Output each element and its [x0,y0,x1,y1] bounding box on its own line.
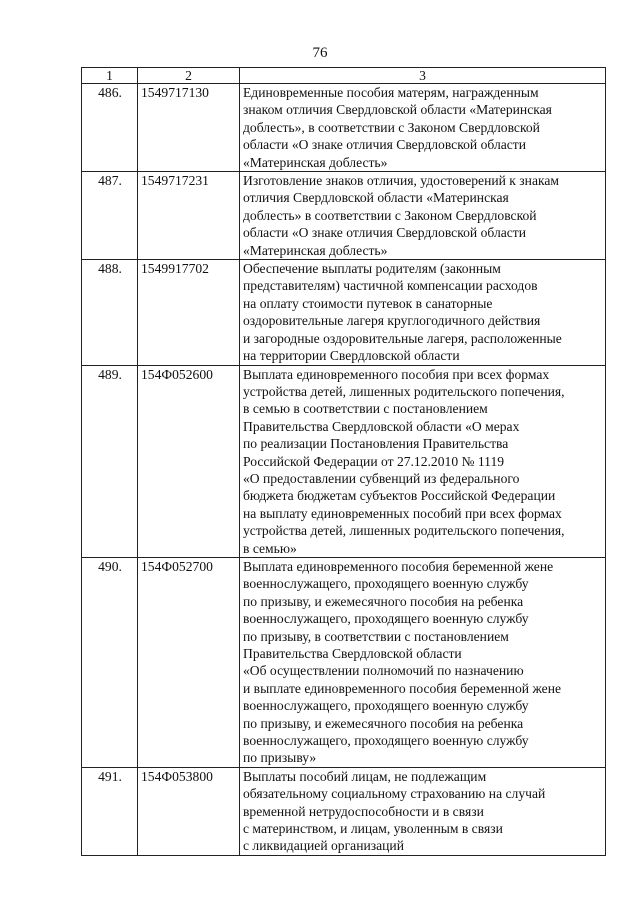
description-line: «Материнская доблесть» [243,242,388,258]
description-line: устройства детей, лишенных родительского попечения, [243,383,565,399]
row-code: 1549917702 [138,260,240,365]
row-number: 490. [82,557,138,767]
description-line: бюджета бюджетам субъектов Российской Федерации [243,488,556,504]
table-body [82,84,606,856]
description-line: по реализации Постановления Правительства [243,436,509,452]
description-line: Выплата единовременного пособия беременной жене [243,558,554,574]
description-line: Российской Федерации от 27.12.2010 № 1119 [243,453,505,469]
description-line: военнослужащего, проходящего военную службу [243,733,529,749]
row-code: 1549717130 [138,84,240,172]
description-line: на оплату стоимости путевок в санаторные [243,295,493,311]
description-line: военнослужащего, проходящего военную службу [243,698,529,714]
description-line: Выплаты пособий лицам, не подлежащим [243,768,487,784]
description-line: на выплату единовременных пособий при всех формах [243,505,562,521]
row-description [240,172,606,260]
description-line: по призыву» [243,750,317,766]
description-line: «Об осуществлении полномочий по назначению [243,663,524,679]
row-description [240,365,606,557]
row-number: 487. [82,172,138,260]
description-line: с материнством, и лицам, уволенным в связи [243,821,503,837]
description-line: по призыву, и ежемесячного пособия на ребенка [243,715,524,731]
row-description [240,260,606,365]
description-line: доблесть» в соответствии с Законом Свердловской [243,207,537,223]
description-line: Изготовление знаков отличия, удостоверений к знакам [243,173,560,189]
row-description [240,557,606,767]
description-line: в семью» [243,540,297,556]
row-number: 489. [82,365,138,557]
description-line: по призыву, и ежемесячного пособия на ребенка [243,593,524,609]
description-line: по призыву, в соответствии с постановлением [243,628,509,644]
description-line: устройства детей, лишенных родительского попечения, [243,523,565,539]
description-line: обязательному социальному страхованию на случай [243,786,546,802]
page-number: 76 [312,45,328,61]
description-line: и загородные оздоровительные лагеря, расположенные [243,330,562,346]
description-line: Выплата единовременного пособия при всех формах [243,366,550,382]
description-line: «Материнская доблесть» [243,154,388,170]
column-header-description: 3 [240,68,606,84]
row-number: 491. [82,767,138,855]
column-header-number: 1 [82,68,138,84]
table-row [82,260,606,365]
table-header-row [82,68,606,84]
row-number: 488. [82,260,138,365]
description-line: военнослужащего, проходящего военную службу [243,576,529,592]
description-line: «О предоставлении субвенций из федерального [243,470,520,486]
description-line: с ликвидацией организаций [243,838,404,854]
description-line: в семью в соответствии с постановлением [243,401,488,417]
description-line: представителям) частичной компенсации расходов [243,278,538,294]
table-row [82,557,606,767]
column-header-code: 2 [138,68,240,84]
description-line: доблесть», в соответствии с Законом Свердловской [243,119,540,135]
table-row [82,767,606,855]
description-line: Правительства Свердловской области [243,646,462,661]
row-code: 154Ф052600 [138,365,240,557]
table-row [82,365,606,557]
row-code: 154Ф052700 [138,557,240,767]
description-line: военнослужащего, проходящего военную службу [243,611,529,627]
description-line: на территории Свердловской области [243,348,460,364]
description-line: знаком отличия Свердловской области «Материнская [243,102,552,118]
description-line: Правительства Свердловской области «О мерах [243,418,520,434]
description-line: Единовременные пособия матерям, награжденным [243,85,539,100]
description-line: и выплате единовременного пособия беременной жене [243,680,562,696]
row-number: 486. [82,84,138,172]
budget-classification-table [81,67,606,856]
description-line: области «О знаке отличия Свердловской области [243,225,527,241]
table-row [82,84,606,172]
description-line: Обеспечение выплаты родителям (законным [243,261,501,277]
row-code: 154Ф053800 [138,767,240,855]
row-description [240,84,606,172]
description-line: временной нетрудоспособности и в связи [243,803,484,819]
description-line: оздоровительные лагеря круглогодичного действия [243,313,541,329]
description-line: области «О знаке отличия Свердловской области [243,137,527,153]
row-description [240,767,606,855]
description-line: отличия Свердловской области «Материнская [243,190,509,206]
table-row [82,172,606,260]
row-code: 1549717231 [138,172,240,260]
